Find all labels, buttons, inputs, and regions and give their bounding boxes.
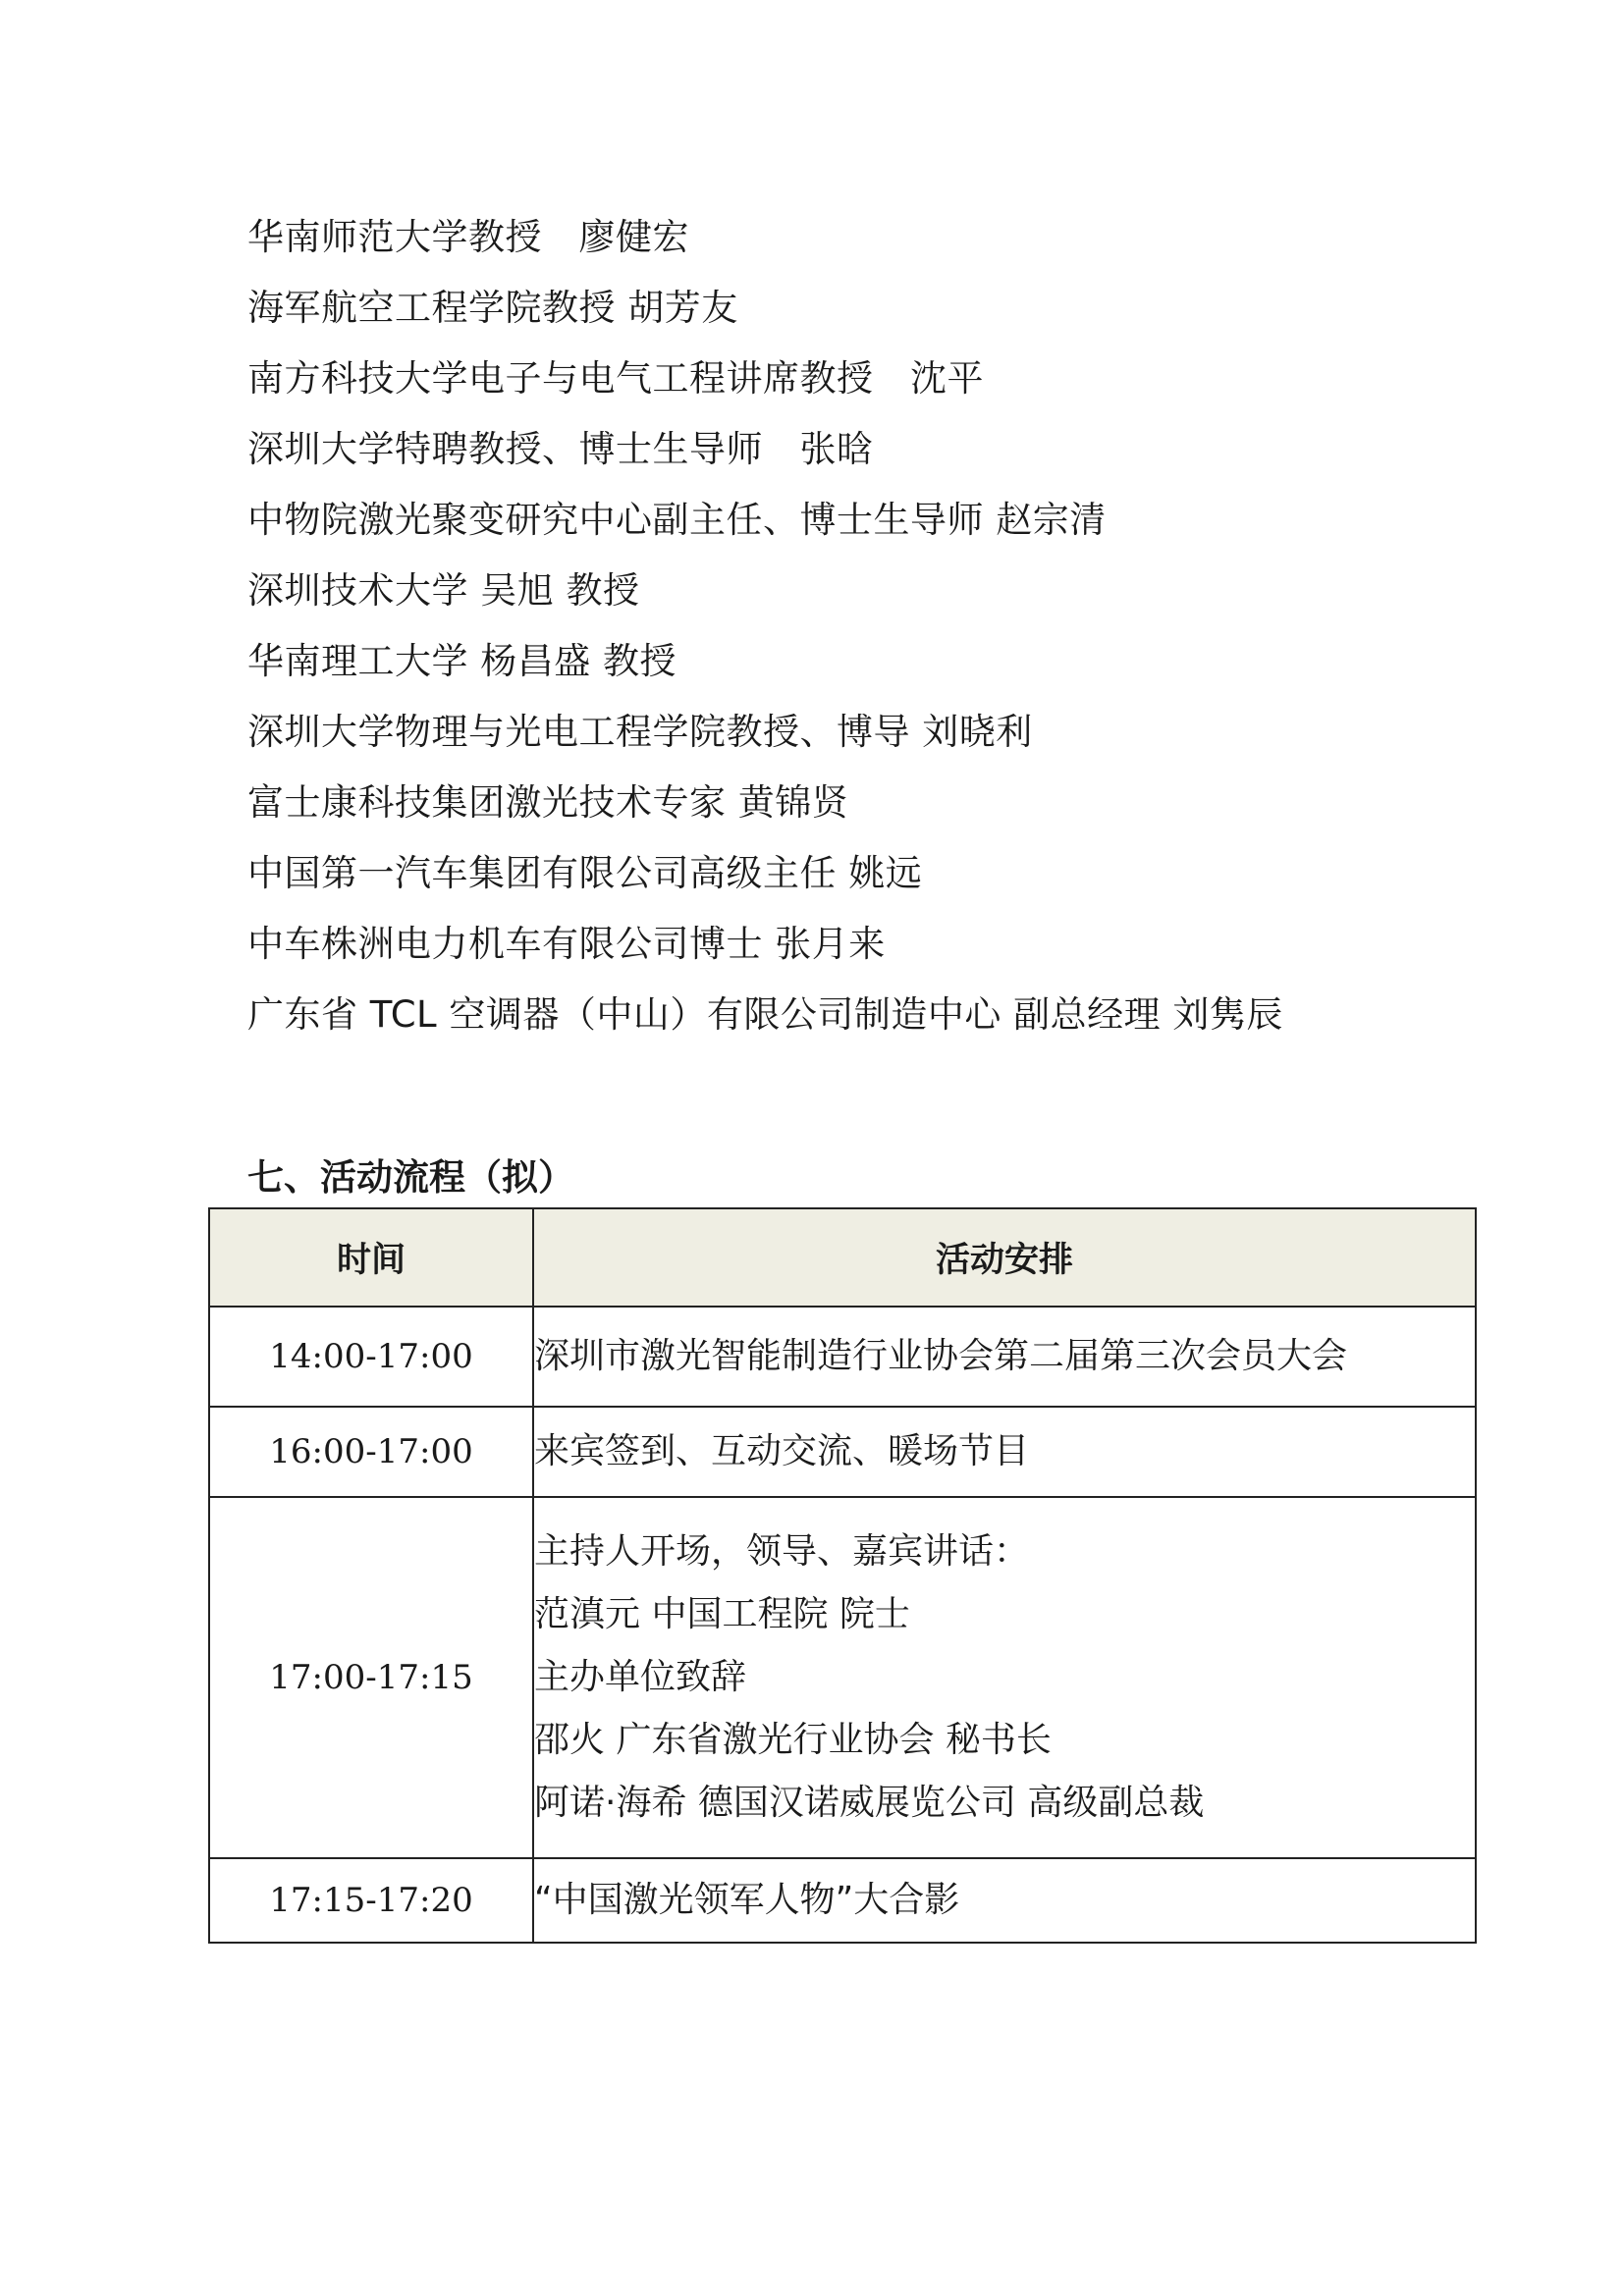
time-cell: 16:00-17:00 — [209, 1407, 533, 1497]
activity-line: 深圳市激光智能制造行业协会第二届第三次会员大会 — [534, 1336, 1348, 1376]
activity-line: 主持人开场，领导、嘉宾讲话： — [534, 1531, 1030, 1572]
schedule-table — [208, 1207, 1477, 1944]
activity-line: 来宾签到、互动交流、暖场节目 — [534, 1431, 1030, 1471]
expert-item: 广东省 TCL 空调器（中山）有限公司制造中心 副总经理 刘隽辰 — [247, 993, 1283, 1036]
expert-item: 中物院激光聚变研究中心副主任、博士生导师 赵宗清 — [247, 499, 1107, 541]
header-time: 时间 — [209, 1208, 533, 1307]
expert-item: 深圳技术大学 吴旭 教授 — [247, 569, 640, 612]
activity-line: 邵火 广东省激光行业协会 秘书长 — [534, 1720, 1052, 1760]
activity-cell — [533, 1497, 1476, 1858]
activity-line: 范滇元 中国工程院 院士 — [534, 1594, 910, 1634]
expert-item: 华南理工大学 杨昌盛 教授 — [247, 640, 677, 682]
activity-line: “中国激光领军人物”大合影 — [534, 1880, 960, 1920]
expert-item: 海军航空工程学院教授 胡芳友 — [247, 287, 738, 329]
activity-line: 主办单位致辞 — [534, 1657, 747, 1697]
table-row — [209, 1407, 1476, 1497]
expert-item: 华南师范大学教授 廖健宏 — [247, 216, 689, 258]
time-cell: 14:00-17:00 — [209, 1307, 533, 1407]
expert-item: 富士康科技集团激光技术专家 黄锦贤 — [247, 781, 849, 824]
expert-item: 南方科技大学电子与电气工程讲席教授 沈平 — [247, 357, 984, 400]
expert-item: 深圳大学特聘教授、博士生导师 张晗 — [247, 428, 874, 470]
expert-item: 中车株洲电力机车有限公司博士 张月来 — [247, 923, 886, 965]
section-title: 七、活动流程（拟） — [247, 1156, 574, 1199]
time-cell: 17:00-17:15 — [209, 1497, 533, 1858]
activity-cell — [533, 1407, 1476, 1497]
table-header-row — [209, 1208, 1476, 1307]
table-row — [209, 1858, 1476, 1943]
table-row — [209, 1497, 1476, 1858]
time-cell: 17:15-17:20 — [209, 1858, 533, 1943]
expert-item: 深圳大学物理与光电工程学院教授、博导 刘晓利 — [247, 711, 1033, 753]
activity-cell — [533, 1858, 1476, 1943]
activity-cell — [533, 1307, 1476, 1407]
header-activity: 活动安排 — [533, 1208, 1476, 1307]
table-row — [209, 1307, 1476, 1407]
expert-item: 中国第一汽车集团有限公司高级主任 姚远 — [247, 852, 923, 894]
expert-list — [247, 210, 1283, 1058]
activity-line: 阿诺·海希 德国汉诺威展览公司 高级副总裁 — [534, 1783, 1205, 1823]
